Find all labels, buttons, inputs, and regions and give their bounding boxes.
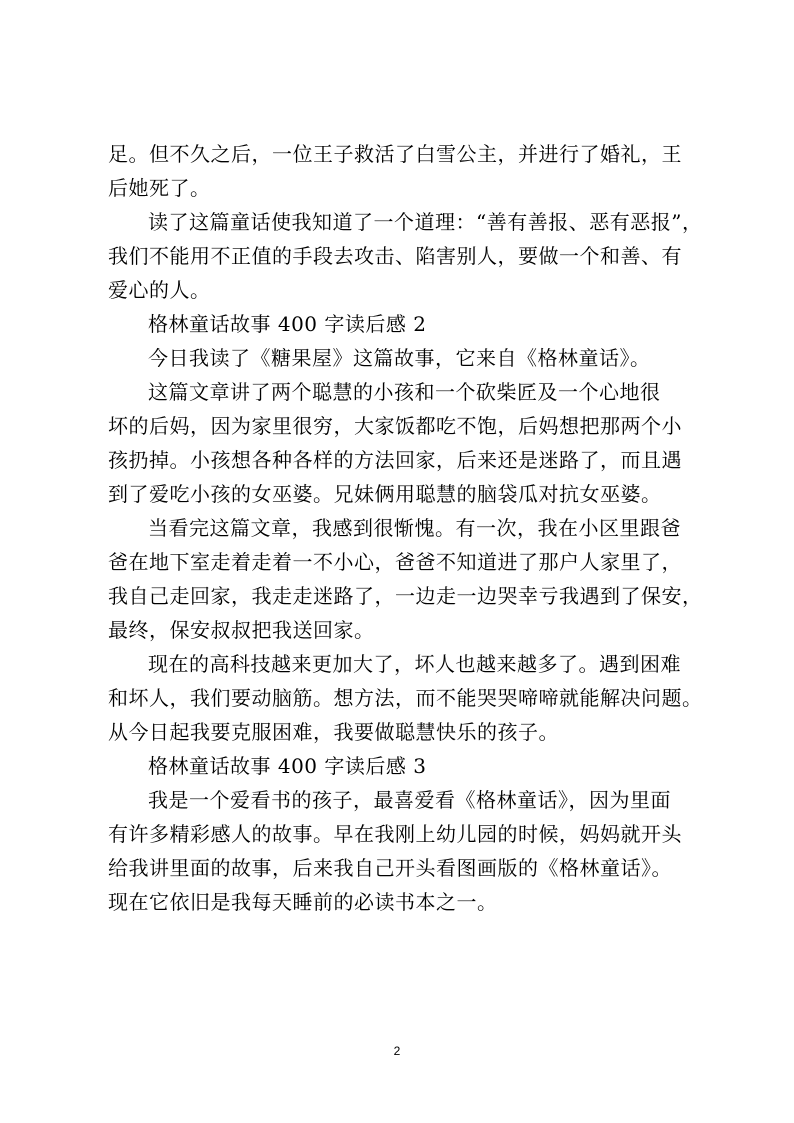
section-heading: 格林童话故事 400 字读后感 2 [148, 312, 427, 336]
section-heading: 格林童话故事 400 字读后感 3 [148, 754, 427, 778]
text-line: 今日我读了《糖果屋》这篇故事，它来自《格林童话》。 [148, 346, 651, 370]
text-line: 最终，保安叔叔把我送回家。 [108, 618, 375, 642]
text-line: 后她死了。 [108, 176, 211, 200]
text-line: 我们不能用不正值的手段去攻击、陷害别人，要做一个和善、有 [108, 244, 682, 268]
text-line: 有许多精彩感人的故事。早在我刚上幼儿园的时候，妈妈就开头 [108, 822, 682, 846]
text-line: 当看完这篇文章，我感到很惭愧。有一次，我在小区里跟爸 [148, 516, 681, 540]
text-line: 足。但不久之后，一位王子救活了白雪公主，并进行了婚礼，王 [108, 142, 682, 166]
text-line: 到了爱吃小孩的女巫婆。兄妹俩用聪慧的脑袋瓜对抗女巫婆。 [108, 482, 662, 506]
text-line: 坏的后妈，因为家里很穷，大家饭都吃不饱，后妈想把那两个小 [108, 414, 682, 438]
text-line: 现在它依旧是我每天睡前的必读书本之一。 [108, 890, 498, 914]
text-line: 从今日起我要克服困难，我要做聪慧快乐的孩子。 [108, 720, 559, 744]
text-line: 爱心的人。 [108, 278, 211, 302]
page-number: 2 [393, 1044, 401, 1058]
text-line: 爸在地下室走着走着一不小心，爸爸不知道进了那户人家里了， [108, 550, 682, 574]
text-line: 和坏人，我们要动脑筋。想方法，而不能哭哭啼啼就能解决问题。 [108, 686, 703, 710]
text-line: 这篇文章讲了两个聪慧的小孩和一个砍柴匠及一个心地很 [148, 380, 661, 404]
text-line: 现在的高科技越来更加大了，坏人也越来越多了。遇到困难 [148, 652, 681, 676]
text-line: 我自己走回家，我走走迷路了，一边走一边哭幸亏我遇到了保安， [108, 584, 703, 608]
document-body [108, 137, 708, 919]
text-line: 给我讲里面的故事，后来我自己开头看图画版的《格林童话》。 [108, 856, 672, 880]
text-line: 读了这篇童话使我知道了一个道理：“善有善报、恶有恶报”， [148, 210, 703, 234]
text-line: 我是一个爱看书的孩子，最喜爱看《格林童话》，因为里面 [148, 788, 671, 812]
text-line: 孩扔掉。小孩想各种各样的方法回家，后来还是迷路了，而且遇 [108, 448, 682, 472]
